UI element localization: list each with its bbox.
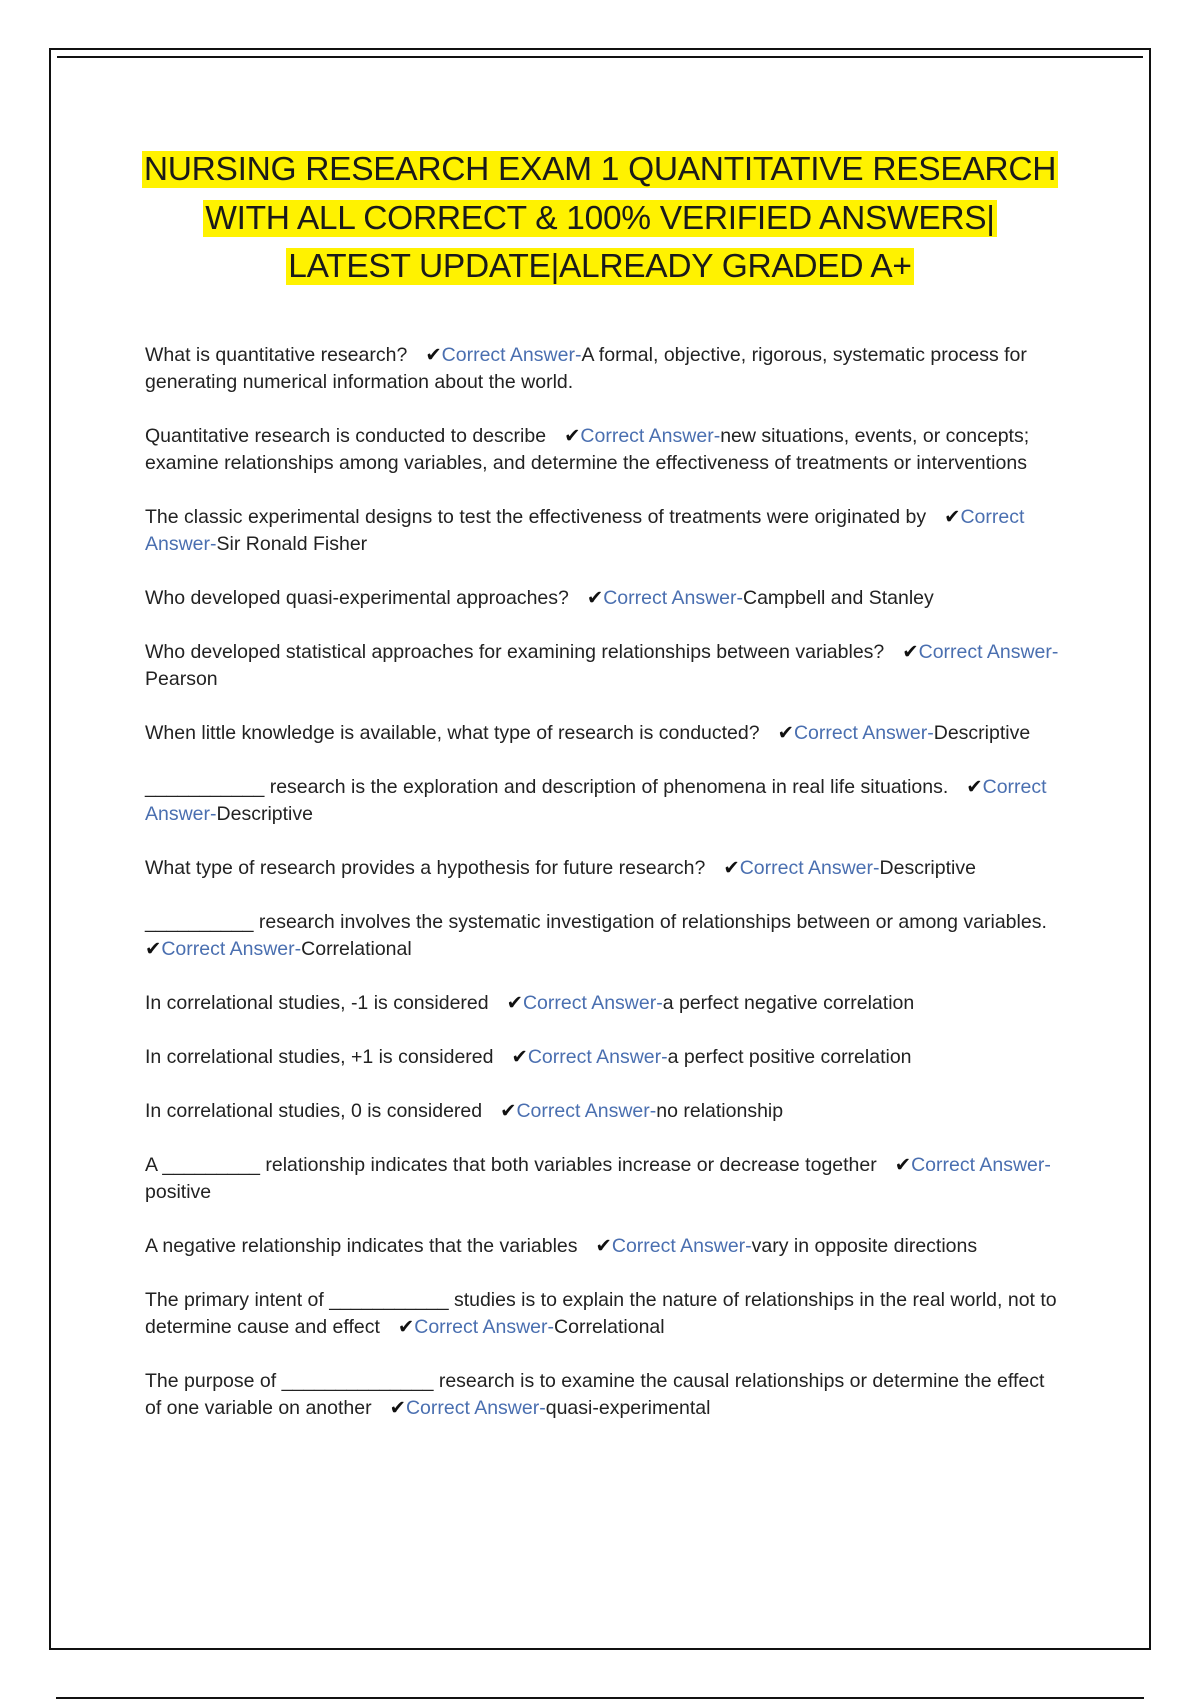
question-text: Quantitative research is conducted to describe bbox=[145, 425, 547, 447]
question-text: Who developed quasi-experimental approaches? bbox=[145, 587, 569, 609]
correct-answer-label: Correct Answer- bbox=[405, 1397, 546, 1419]
qa-item bbox=[145, 423, 1065, 477]
checkmark-icon: ✔ bbox=[506, 992, 523, 1014]
answer-text: Descriptive bbox=[879, 857, 976, 879]
checkmark-icon: ✔ bbox=[425, 344, 442, 366]
answer-text: A formal, objective, rigorous, systematic process for generating numerical information about the world. bbox=[145, 344, 1027, 393]
title-highlight: LATEST UPDATE|ALREADY GRADED A+ bbox=[288, 248, 912, 285]
checkmark-icon: ✔ bbox=[966, 776, 983, 798]
checkmark-icon: ✔ bbox=[777, 722, 794, 744]
checkmark-icon: ✔ bbox=[389, 1397, 406, 1419]
question-text: What type of research provides a hypothesis for future research? bbox=[145, 857, 706, 879]
qa-item bbox=[145, 342, 1065, 396]
correct-answer-label: Correct Answer- bbox=[145, 506, 1025, 555]
answer-text: no relationship bbox=[656, 1100, 784, 1122]
question-text: A negative relationship indicates that the variables bbox=[145, 1235, 578, 1257]
answer-text: Pearson bbox=[145, 668, 218, 690]
answer-text: Descriptive bbox=[216, 803, 313, 825]
title-highlight: NURSING RESEARCH EXAM 1 QUANTITATIVE RESEARCH bbox=[143, 151, 1057, 188]
checkmark-icon: ✔ bbox=[723, 857, 740, 879]
title-line bbox=[0, 146, 1200, 195]
checkmark-icon: ✔ bbox=[894, 1154, 912, 1176]
correct-answer-label: Correct Answer- bbox=[911, 1154, 1051, 1176]
correct-answer-label: Correct Answer- bbox=[516, 1100, 657, 1122]
correct-answer-label: Correct Answer- bbox=[603, 587, 743, 609]
question-text: A _________ relationship indicates that both variables increase or decrease together bbox=[145, 1154, 877, 1176]
correct-answer-label: Correct Answer- bbox=[739, 857, 880, 879]
answer-text: new situations, events, or concepts; examine relationships among variables, and determine the effectiveness of treatments or interventions bbox=[145, 425, 1030, 474]
checkmark-icon: ✔ bbox=[397, 1316, 415, 1338]
top-rule bbox=[57, 56, 1143, 58]
correct-answer-label: Correct Answer- bbox=[441, 344, 582, 366]
question-text: The primary intent of ___________ studies is to explain the nature of relationships in the real world, not to determine cause and effect bbox=[145, 1289, 1063, 1338]
question-text: ___________ research is the exploration and description of phenomena in real life situations. bbox=[145, 776, 949, 798]
qa-item bbox=[145, 774, 1065, 828]
question-text: In correlational studies, -1 is considered bbox=[145, 992, 489, 1014]
answer-text: Sir Ronald Fisher bbox=[216, 533, 368, 555]
answer-text: Correlational bbox=[554, 1316, 665, 1338]
checkmark-icon: ✔ bbox=[145, 938, 162, 960]
checkmark-icon: ✔ bbox=[511, 1046, 528, 1068]
answer-text: a perfect positive correlation bbox=[667, 1046, 912, 1068]
correct-answer-label: Correct Answer- bbox=[527, 1046, 668, 1068]
title-line bbox=[0, 195, 1200, 244]
title-line bbox=[0, 243, 1200, 292]
qa-item bbox=[145, 909, 1065, 963]
bottom-rule bbox=[56, 1697, 1144, 1699]
qa-item bbox=[145, 639, 1065, 693]
correct-answer-label: Correct Answer- bbox=[161, 938, 302, 960]
answer-text: Descriptive bbox=[933, 722, 1031, 744]
question-text: Who developed statistical approaches for examining relationships between variables? bbox=[145, 641, 885, 663]
question-text: The purpose of ______________ research is to examine the causal relationships or determine the effect of one variable on another bbox=[145, 1370, 1050, 1419]
answer-text: vary in opposite directions bbox=[751, 1235, 978, 1257]
answer-text: Correlational bbox=[301, 938, 412, 960]
checkmark-icon: ✔ bbox=[564, 425, 581, 447]
answer-text: positive bbox=[145, 1181, 212, 1203]
qa-list bbox=[145, 342, 1065, 1449]
qa-item bbox=[145, 1152, 1065, 1206]
qa-item bbox=[145, 585, 1065, 612]
qa-item bbox=[145, 504, 1065, 558]
qa-item bbox=[145, 720, 1065, 747]
correct-answer-label: Correct Answer- bbox=[611, 1235, 752, 1257]
question-text: The classic experimental designs to test the effectiveness of treatments were originated by bbox=[145, 506, 927, 528]
checkmark-icon: ✔ bbox=[586, 587, 604, 609]
correct-answer-label: Correct Answer- bbox=[580, 425, 721, 447]
correct-answer-label: Correct Answer- bbox=[414, 1316, 555, 1338]
question-text: In correlational studies, +1 is considered bbox=[145, 1046, 494, 1068]
checkmark-icon: ✔ bbox=[500, 1100, 517, 1122]
checkmark-icon: ✔ bbox=[595, 1235, 612, 1257]
document-title bbox=[0, 146, 1200, 292]
answer-text: Campbell and Stanley bbox=[743, 587, 934, 609]
qa-item bbox=[145, 990, 1065, 1017]
qa-item bbox=[145, 1287, 1065, 1341]
correct-answer-label: Correct Answer- bbox=[522, 992, 663, 1014]
qa-item bbox=[145, 1233, 1065, 1260]
qa-item bbox=[145, 1044, 1065, 1071]
correct-answer-label: Correct Answer- bbox=[145, 776, 1047, 825]
qa-item bbox=[145, 1098, 1065, 1125]
answer-text: a perfect negative correlation bbox=[662, 992, 915, 1014]
answer-text: quasi-experimental bbox=[545, 1397, 711, 1419]
qa-item bbox=[145, 1368, 1065, 1422]
question-text: In correlational studies, 0 is considered bbox=[145, 1100, 483, 1122]
title-highlight: WITH ALL CORRECT & 100% VERIFIED ANSWERS| bbox=[205, 199, 995, 237]
question-text: What is quantitative research? bbox=[145, 344, 408, 366]
checkmark-icon: ✔ bbox=[902, 641, 919, 663]
question-text: __________ research involves the systematic investigation of relationships between or among variables. bbox=[145, 911, 1047, 933]
question-text: When little knowledge is available, what type of research is conducted? bbox=[145, 722, 760, 744]
correct-answer-label: Correct Answer- bbox=[918, 641, 1059, 663]
qa-item bbox=[145, 855, 1065, 882]
correct-answer-label: Correct Answer- bbox=[793, 722, 934, 744]
checkmark-icon: ✔ bbox=[944, 506, 961, 528]
